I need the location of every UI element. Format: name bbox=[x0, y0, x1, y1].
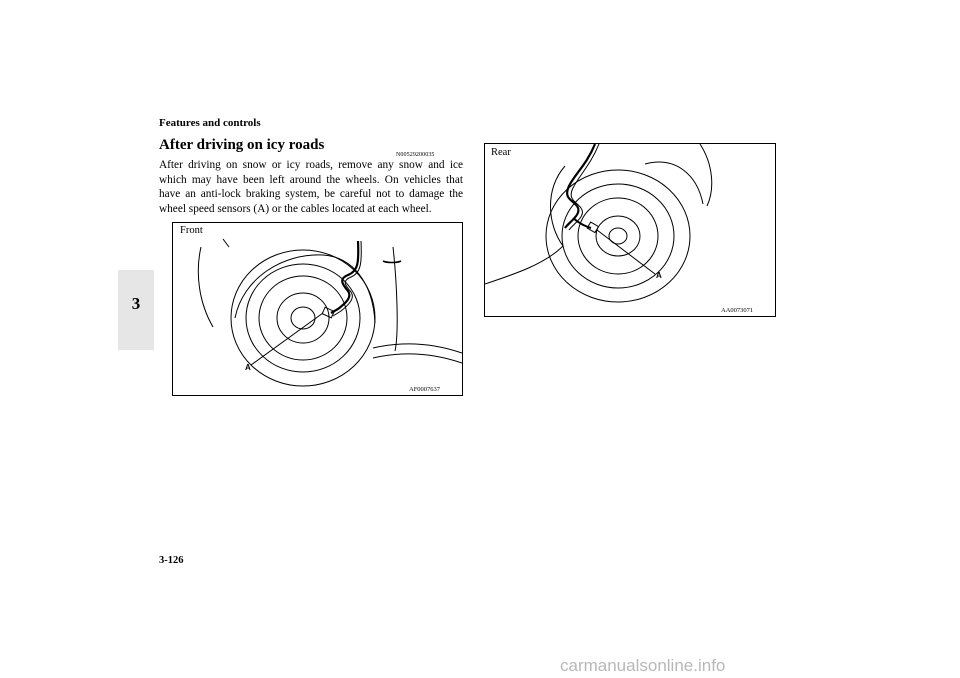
article-code: N00529200035 bbox=[396, 152, 435, 158]
article-body: After driving on snow or icy roads, remove any snow and ice which may have been left around the wheels. On vehicles that have an anti-lock braking system, be careful not to damage the wheel speed sensors (A) or the cables located at each wheel. bbox=[159, 159, 463, 215]
front-wheel-illustration bbox=[173, 223, 462, 395]
rear-wheel-illustration bbox=[485, 144, 775, 316]
front-figure-code: AF0007637 bbox=[409, 386, 441, 393]
chapter-tab bbox=[118, 270, 154, 350]
rear-wheel-figure bbox=[484, 143, 776, 317]
section-header: Features and controls bbox=[159, 117, 261, 129]
chapter-number: 3 bbox=[131, 294, 141, 313]
rear-figure-label: Rear bbox=[491, 147, 511, 158]
front-figure-label: Front bbox=[180, 225, 203, 236]
footer-watermark: carmanualsonline.info bbox=[560, 656, 726, 675]
rear-callout-a: A bbox=[656, 271, 662, 280]
page-number: 3-126 bbox=[159, 555, 184, 566]
article-title: After driving on icy roads bbox=[159, 137, 325, 153]
front-callout-a: A bbox=[245, 363, 251, 372]
rear-figure-code: AA0073071 bbox=[721, 307, 754, 314]
front-wheel-figure bbox=[172, 222, 463, 396]
